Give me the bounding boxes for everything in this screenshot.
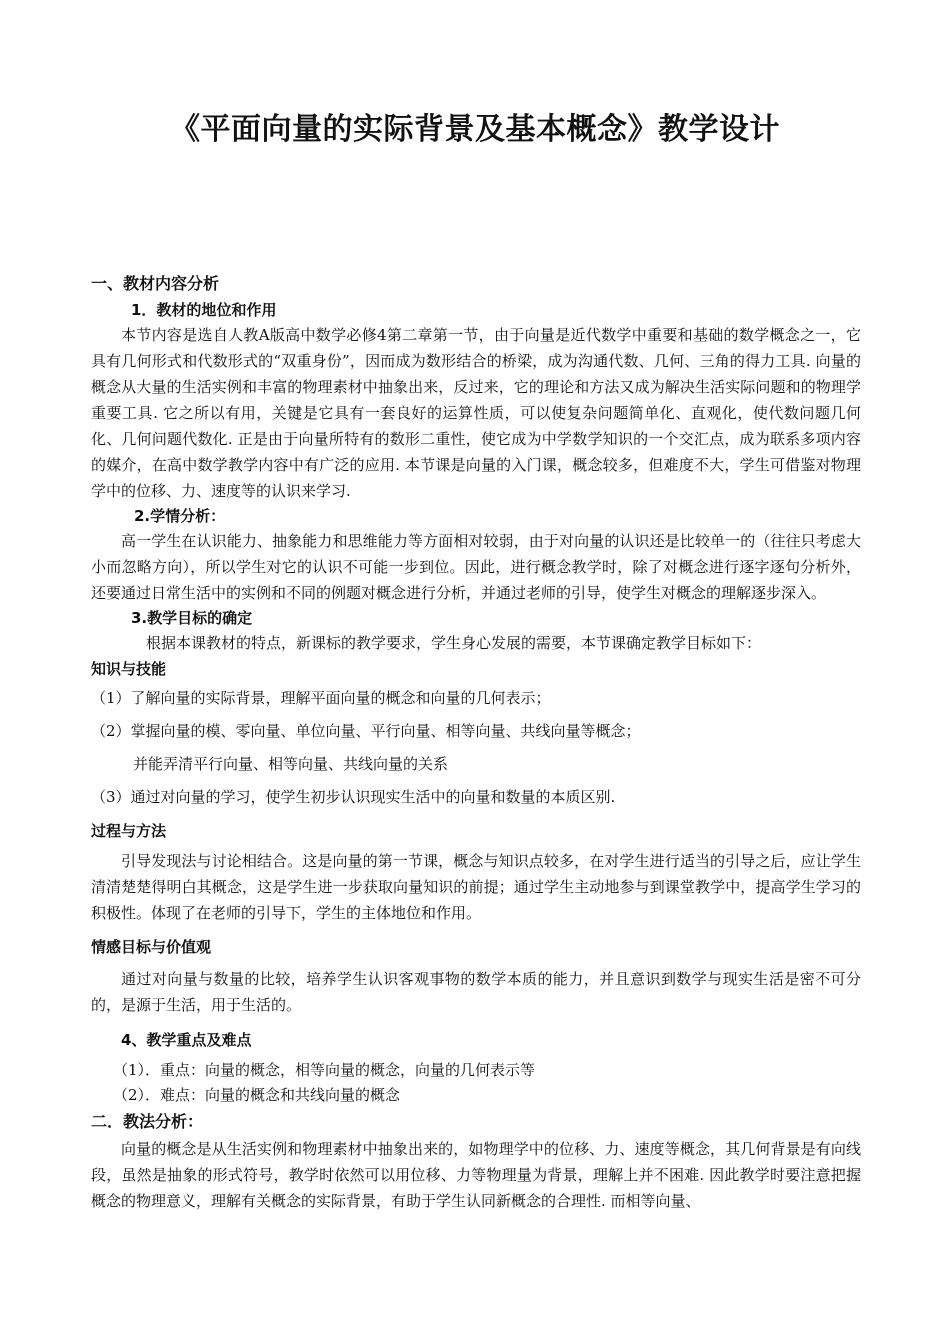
document-title: 《平面向量的实际背景及基本概念》教学设计 (170, 112, 780, 147)
heading-knowledge-skills: 知识与技能 (91, 660, 167, 678)
list-item-key-point: （1）．重点：向量的概念，相等向量的概念，向量的几何表示等 (113, 1061, 536, 1079)
section-heading-textbook-analysis: 一、教材内容分析 (91, 274, 220, 293)
paragraph-process-method: 引导发现法与讨论相结合。这是向量的第一节课，概念与知识点较多，在对学生进行适当的引导之后，应让学生清清楚楚得明白其概念，这是学生进一步获取向量知识的前提；通过学生主动地参与到课堂教学中，提高学生学习的积极性。体现了在老师的引导下，学生的主体地位和作用。 (91, 852, 861, 922)
paragraph-learner-analysis: 高一学生在认识能力、抽象能力和思维能力等方面相对较弱，由于对向量的认识还是比较单一的（往往只考虑大小而忽略方向），所以学生对它的认识不可能一步到位。因此，进行概念教学时，除了对概念进行逐字逐句分析外，还要通过日常生活中的实例和不同的例题对概念进行分析，并通过老师的引导，使学生对概念的理解逐步深入。 (91, 532, 861, 602)
document-body (91, 270, 861, 1214)
heading-process-method: 过程与方法 (91, 822, 167, 840)
list-item-knowledge-1: （1）了解向量的实际背景，理解平面向量的概念和向量的几何表示； (91, 689, 551, 707)
list-item-knowledge-2-continued: 并能弄清平行向量、相等向量、共线向量的关系 (133, 755, 449, 773)
subheading-key-points: 4、教学重点及难点 (121, 1031, 252, 1049)
list-item-knowledge-2: （2）掌握向量的模、零向量、单位向量、平行向量、相等向量、共线向量等概念； (91, 722, 641, 740)
list-item-knowledge-3: （3）通过对向量的学习，使学生初步认识现实生活中的向量和数量的本质区别. (91, 788, 616, 806)
paragraph-textbook-role: 本节内容是选自人教A版高中数学必修4第二章第一节，由于向量是近代数学中重要和基础的数学概念之一，它具有几何形式和代数形式的“双重身份”，因而成为数形结合的桥梁，成为沟通代数、几何、三角的得力工具. 向量的概念从大量的生活实例和丰富的物理素材中抽象出来，反过来，它的理论和方法又成为解决生活实际问题和的物理学重要工具. 它之所以有用，关键是它具有一套良好的运算性质，可以使复杂问题简单化、直观化，使代数问题几何化、几何问题代数化. 正是由于向量所特有的数形二重性，使它成为中学数学知识的一个交汇点，成为联系多项内容的媒介，在高中数学教学内容中有广泛的应用. 本节课是向量的入门课，概念较多，但难度不大，学生可借鉴对物理学中的位移、力、速度等的认识来学习. (91, 326, 861, 500)
subheading-teaching-goals: 3.教学目标的确定 (131, 609, 253, 627)
paragraph-teaching-goals: 根据本课教材的特点，新课标的教学要求，学生身心发展的需要，本节课确定教学目标如下： (146, 634, 762, 652)
subheading-learner-analysis: 2.学情分析： (134, 507, 226, 525)
heading-emotion-values: 情感目标与价值观 (91, 938, 212, 956)
paragraph-teaching-method: 向量的概念是从生活实例和物理素材中抽象出来的，如物理学中的位移、力、速度等概念，其几何背景是有向线段，虽然是抽象的形式符号，教学时依然可以用位移、力等物理量为背景，理解上并不困难. 因此教学时要注意把握概念的物理意义，理解有关概念的实际背景，有助于学生认同新概念的合理性. 而相等向量、 (91, 1140, 861, 1210)
list-item-difficult-point: （2）．难点：向量的概念和共线向量的概念 (113, 1086, 401, 1104)
subheading-textbook-role: 1．教材的地位和作用 (131, 301, 277, 319)
paragraph-emotion-values: 通过对向量与数量的比较，培养学生认识客观事物的数学本质的能力，并且意识到数学与现实生活是密不可分的，是源于生活，用于生活的。 (91, 970, 861, 1014)
section-heading-teaching-method: 二．教法分析： (91, 1112, 204, 1131)
